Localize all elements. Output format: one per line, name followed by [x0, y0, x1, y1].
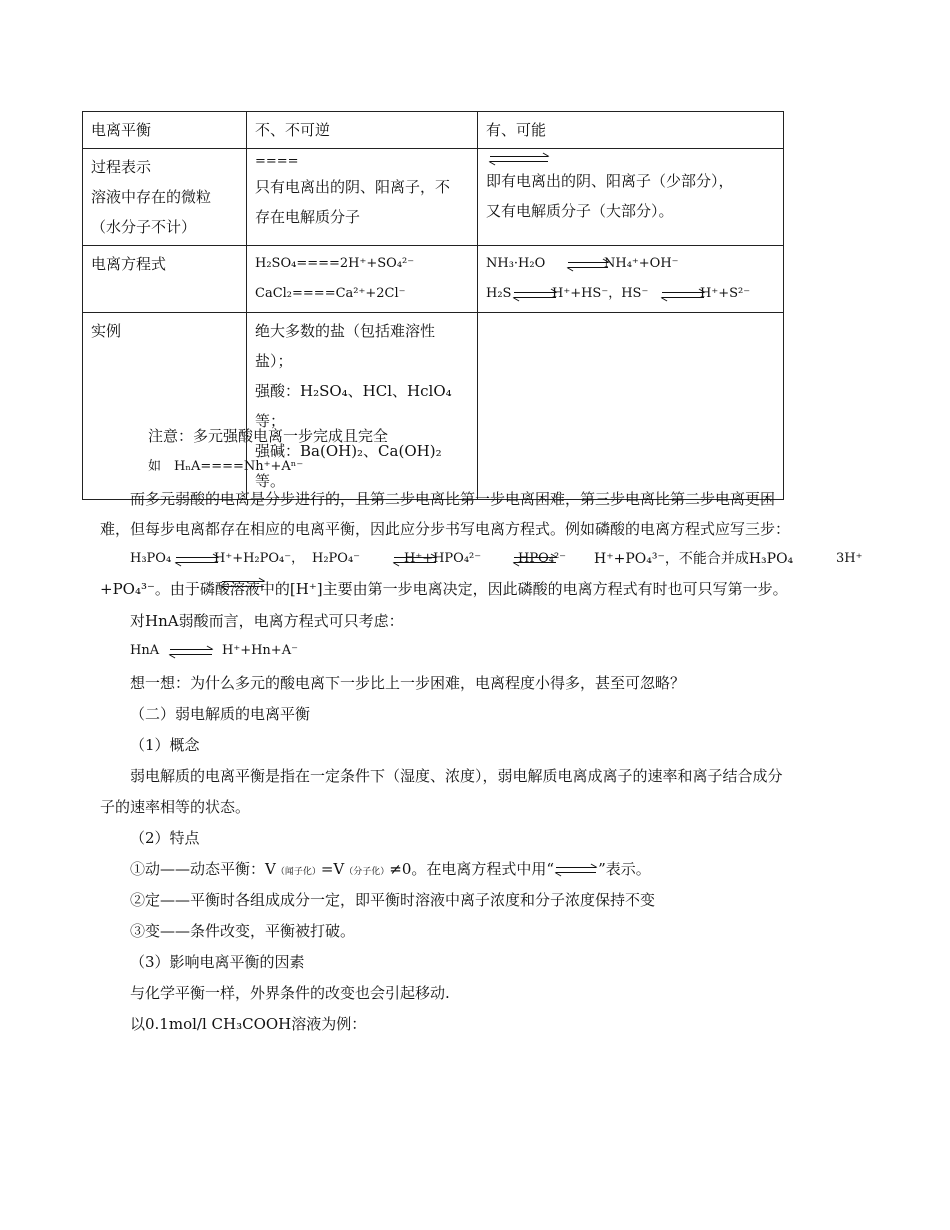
cell-text: ====	[255, 154, 299, 169]
equation-term: H⁺+S²⁻	[700, 286, 751, 301]
reversible-arrow-icon	[490, 153, 548, 165]
reversible-arrow-icon	[222, 578, 264, 590]
equation-term: NH₃·H₂O	[486, 256, 546, 271]
question-text: 想一想：为什么多元的酸电离下一步比上一步困难，电离程度小得多，甚至可忽略？	[130, 674, 686, 692]
equation-term: H⁺+H₂PO₄⁻，	[214, 551, 305, 566]
cell-text: 强碱：Ba(OH)₂、Ca(OH)₂等。	[255, 442, 442, 490]
cell-text: 只有电离出的阴、阳离子，不	[255, 178, 451, 196]
cell-text: 过程表示	[91, 158, 152, 176]
cell-text: 强酸：H₂SO₄、HCl、HclO₄等；	[255, 382, 452, 430]
equation-term: H⁺+HPO₄²⁻	[404, 551, 482, 566]
feature-text: =V	[320, 860, 345, 878]
table-row	[83, 246, 784, 313]
feature-item: ②定——平衡时各组成成分一定，即平衡时溶液中离子浓度和分子浓度保持不变	[130, 891, 656, 909]
equation-term: 3H⁺	[836, 551, 863, 566]
table-row	[83, 112, 784, 149]
reversible-arrow-icon	[176, 554, 218, 566]
paragraph: 以0.1mol/l CH₃COOH溶液为例：	[130, 1015, 367, 1033]
cell-text: （水分子不计）	[91, 218, 197, 236]
equation-term: HnA	[130, 643, 160, 658]
cell-text: 电离平衡	[91, 121, 152, 139]
section-heading: （二）弱电解质的电离平衡	[130, 705, 311, 723]
paragraph: 而多元弱酸的电离是分步进行的，且第二步电离比第一步电离困难，第三步电离比第二步电离更困	[130, 490, 776, 508]
equation-term: H₂PO₄⁻	[312, 551, 361, 566]
reversible-arrow-icon	[514, 289, 556, 301]
feature-text: ”表示。	[598, 860, 651, 878]
paragraph: 难，但每步电离都存在相应的电离平衡，因此应分步书写电离方程式。例如磷酸的电离方程式应写三步：	[100, 520, 791, 538]
cell-text: 溶液中存在的微粒	[91, 188, 212, 206]
equation-term: H⁺+PO₄³⁻，不能合并成H₃PO₄	[594, 551, 794, 567]
paragraph: 弱电解质的电离平衡是指在一定条件下（湿度、浓度），弱电解质电离成离子的速率和离子结合成分	[130, 767, 783, 785]
hna-equation	[130, 641, 430, 663]
reversible-arrow-icon	[568, 259, 608, 271]
paragraph: 与化学平衡一样，外界条件的改变也会引起移动.	[130, 984, 450, 1002]
cell-text: 存在电解质分子	[255, 208, 361, 226]
cell-text: 实例	[91, 322, 122, 340]
cell-text: 绝大多数的盐（包括难溶性	[255, 322, 436, 340]
subscript: （分子化）	[344, 867, 390, 877]
equation-term: NH₄⁺+OH⁻	[604, 256, 679, 271]
subscript: （闻子化）	[275, 867, 321, 877]
cell-text: H₂SO₄====2H⁺+SO₄²⁻	[255, 256, 415, 271]
feature-item: ③变——条件改变，平衡被打破。	[130, 922, 356, 940]
equation-term: H⁺+Hn+A⁻	[222, 643, 298, 658]
subsection-heading: （1）概念	[130, 736, 200, 754]
reversible-arrow-icon	[554, 864, 598, 876]
equation-term: H⁺+HS⁻，HS⁻	[552, 286, 649, 301]
cell-text: 不、不可逆	[255, 121, 331, 139]
equation-term: HPO₄²⁻	[518, 551, 567, 566]
table-row	[83, 149, 784, 246]
cell-text: 盐）；	[255, 352, 293, 370]
phosphoric-equation	[130, 549, 863, 571]
feature-text: ≠0。在电离方程式中用“	[389, 860, 555, 878]
equation-term: H₃PO₄	[130, 551, 172, 566]
subsection-heading: （3）影响电离平衡的因素	[130, 953, 305, 971]
note-equation: 如 HₙA====Nh⁺+Aⁿ⁻	[148, 459, 304, 474]
cell-text: 即有电离出的阴、阳离子（少部分），	[486, 172, 734, 190]
cell-text: 又有电解质分子（大部分）。	[486, 202, 674, 220]
subsection-heading: （2）特点	[130, 829, 200, 847]
note-text: 注意：多元强酸电离一步完成且完全	[148, 427, 389, 445]
feature-text: ①动——动态平衡：V	[130, 860, 276, 878]
paragraph: +PO₄³⁻。由于磷酸溶液中的[H⁺]主要由第一步电离决定，因此磷酸的电离方程式有时也可只写第一步。	[100, 580, 788, 598]
equation-term: H₂S	[486, 286, 512, 301]
feature-item	[130, 859, 651, 882]
cell-text: 有、可能	[486, 121, 547, 139]
cell-text: 电离方程式	[91, 255, 167, 273]
paragraph: 对HnA弱酸而言，电离方程式可只考虑：	[130, 612, 404, 630]
reversible-arrow-icon	[170, 646, 212, 658]
paragraph: 子的速率相等的状态。	[100, 798, 251, 816]
reversible-arrow-icon	[662, 289, 704, 301]
cell-text: CaCl₂====Ca²⁺+2Cl⁻	[255, 286, 406, 301]
